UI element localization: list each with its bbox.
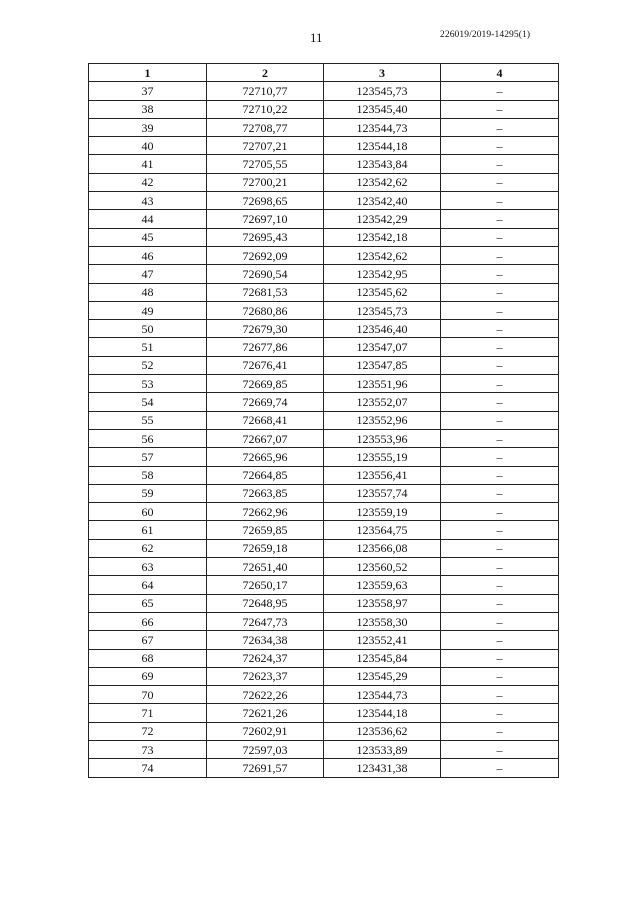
- table-cell: 72650,17: [207, 576, 324, 594]
- table-cell: 123545,84: [324, 649, 441, 667]
- table-cell: 123543,84: [324, 155, 441, 173]
- table-cell: –: [441, 631, 559, 649]
- table-cell: 123544,73: [324, 118, 441, 136]
- table-row: [89, 192, 559, 210]
- table-cell: 72663,85: [207, 484, 324, 502]
- table-cell: 57: [89, 448, 207, 466]
- table-row: [89, 265, 559, 283]
- table-cell: 42: [89, 173, 207, 191]
- table-row: [89, 722, 559, 740]
- table-cell: 72597,03: [207, 740, 324, 758]
- table-cell: –: [441, 210, 559, 228]
- table-row: [89, 375, 559, 393]
- table-cell: 72669,74: [207, 393, 324, 411]
- table-cell: 72668,41: [207, 411, 324, 429]
- table-cell: –: [441, 667, 559, 685]
- table-cell: 123533,89: [324, 740, 441, 758]
- table-cell: 123557,74: [324, 484, 441, 502]
- table-cell: 72692,09: [207, 246, 324, 264]
- table-cell: 48: [89, 283, 207, 301]
- table-cell: 72664,85: [207, 466, 324, 484]
- table-cell: –: [441, 539, 559, 557]
- table-row: [89, 246, 559, 264]
- table-cell: 123542,18: [324, 228, 441, 246]
- table-row: [89, 521, 559, 539]
- table-cell: 123547,07: [324, 338, 441, 356]
- table-cell: 72667,07: [207, 429, 324, 447]
- table-cell: 44: [89, 210, 207, 228]
- table-cell: 72680,86: [207, 301, 324, 319]
- table-cell: 60: [89, 503, 207, 521]
- table-cell: 123553,96: [324, 429, 441, 447]
- table-cell: 123544,18: [324, 137, 441, 155]
- table-cell: 55: [89, 411, 207, 429]
- table-cell: 72622,26: [207, 686, 324, 704]
- table-cell: 123545,40: [324, 100, 441, 118]
- document-code: 226019/2019-14295(1): [440, 30, 531, 40]
- table-cell: –: [441, 173, 559, 191]
- table-cell: 123546,40: [324, 320, 441, 338]
- table-cell: 72651,40: [207, 558, 324, 576]
- table-cell: 43: [89, 192, 207, 210]
- table-cell: 56: [89, 429, 207, 447]
- table-cell: 123542,29: [324, 210, 441, 228]
- table-row: [89, 503, 559, 521]
- table-cell: 123542,40: [324, 192, 441, 210]
- table-cell: –: [441, 283, 559, 301]
- table-cell: 72602,91: [207, 722, 324, 740]
- table-row: [89, 539, 559, 557]
- table-cell: 68: [89, 649, 207, 667]
- table-cell: 123566,08: [324, 539, 441, 557]
- coordinates-table: [88, 63, 559, 778]
- table-row: [89, 649, 559, 667]
- table-cell: 72: [89, 722, 207, 740]
- table-cell: 40: [89, 137, 207, 155]
- table-row: [89, 631, 559, 649]
- table-row: [89, 155, 559, 173]
- table-cell: 71: [89, 704, 207, 722]
- table-cell: 72665,96: [207, 448, 324, 466]
- table-cell: –: [441, 594, 559, 612]
- table-cell: 72624,37: [207, 649, 324, 667]
- table-cell: 72669,85: [207, 375, 324, 393]
- table-row: [89, 356, 559, 374]
- table-cell: 123431,38: [324, 759, 441, 777]
- table-cell: 123545,62: [324, 283, 441, 301]
- column-header: 3: [324, 64, 441, 82]
- table-cell: 72681,53: [207, 283, 324, 301]
- table-cell: –: [441, 320, 559, 338]
- table-cell: 123542,62: [324, 246, 441, 264]
- table-cell: 72621,26: [207, 704, 324, 722]
- table-cell: 61: [89, 521, 207, 539]
- table-row: [89, 429, 559, 447]
- table-cell: –: [441, 155, 559, 173]
- table-cell: 41: [89, 155, 207, 173]
- table-cell: –: [441, 375, 559, 393]
- table-row: [89, 466, 559, 484]
- table-row: [89, 704, 559, 722]
- table-row: [89, 576, 559, 594]
- table-cell: 51: [89, 338, 207, 356]
- table-cell: 59: [89, 484, 207, 502]
- table-header-row: [89, 64, 559, 82]
- table-cell: 72659,85: [207, 521, 324, 539]
- table-cell: 72705,55: [207, 155, 324, 173]
- table-row: [89, 118, 559, 136]
- table-row: [89, 228, 559, 246]
- table-cell: –: [441, 246, 559, 264]
- column-header: 1: [89, 64, 207, 82]
- table-cell: 72659,18: [207, 539, 324, 557]
- table-cell: 123558,97: [324, 594, 441, 612]
- table-cell: 72648,95: [207, 594, 324, 612]
- table-cell: 72676,41: [207, 356, 324, 374]
- table-cell: 72707,21: [207, 137, 324, 155]
- table-cell: 47: [89, 265, 207, 283]
- table-cell: 123552,41: [324, 631, 441, 649]
- table-cell: 123544,18: [324, 704, 441, 722]
- table-cell: 123542,95: [324, 265, 441, 283]
- table-cell: 62: [89, 539, 207, 557]
- table-cell: 123542,62: [324, 173, 441, 191]
- table-cell: 69: [89, 667, 207, 685]
- table-cell: 54: [89, 393, 207, 411]
- table-cell: 72700,21: [207, 173, 324, 191]
- table-row: [89, 283, 559, 301]
- column-header: 2: [207, 64, 324, 82]
- table-cell: 72710,77: [207, 82, 324, 100]
- table-cell: –: [441, 411, 559, 429]
- table-cell: 72634,38: [207, 631, 324, 649]
- table-cell: 123545,29: [324, 667, 441, 685]
- table-cell: 72677,86: [207, 338, 324, 356]
- table-cell: –: [441, 722, 559, 740]
- page-number: 11: [310, 30, 323, 45]
- table-cell: 38: [89, 100, 207, 118]
- table-cell: –: [441, 228, 559, 246]
- table-cell: –: [441, 576, 559, 594]
- table-cell: 52: [89, 356, 207, 374]
- table-cell: 46: [89, 246, 207, 264]
- table-cell: 123545,73: [324, 82, 441, 100]
- table-row: [89, 137, 559, 155]
- table-row: [89, 558, 559, 576]
- table-cell: –: [441, 338, 559, 356]
- table-cell: –: [441, 301, 559, 319]
- table-row: [89, 686, 559, 704]
- table-row: [89, 210, 559, 228]
- table-cell: 72690,54: [207, 265, 324, 283]
- table-cell: 123552,07: [324, 393, 441, 411]
- table-row: [89, 338, 559, 356]
- table-cell: 72691,57: [207, 759, 324, 777]
- table-cell: 66: [89, 612, 207, 630]
- table-cell: –: [441, 100, 559, 118]
- table-cell: 45: [89, 228, 207, 246]
- table-row: [89, 740, 559, 758]
- table-row: [89, 759, 559, 777]
- table-cell: 72710,22: [207, 100, 324, 118]
- table-cell: –: [441, 265, 559, 283]
- table-cell: 123560,52: [324, 558, 441, 576]
- table-cell: 72623,37: [207, 667, 324, 685]
- table-row: [89, 301, 559, 319]
- table-cell: 65: [89, 594, 207, 612]
- table-cell: 123559,63: [324, 576, 441, 594]
- table-cell: 72697,10: [207, 210, 324, 228]
- table-cell: 72698,65: [207, 192, 324, 210]
- table-cell: 123545,73: [324, 301, 441, 319]
- table-cell: 50: [89, 320, 207, 338]
- table-cell: 123559,19: [324, 503, 441, 521]
- table-cell: 67: [89, 631, 207, 649]
- table-cell: –: [441, 82, 559, 100]
- table-cell: 123551,96: [324, 375, 441, 393]
- table-cell: –: [441, 192, 559, 210]
- table-cell: 37: [89, 82, 207, 100]
- table-cell: 123556,41: [324, 466, 441, 484]
- table-cell: 58: [89, 466, 207, 484]
- table-cell: 72695,43: [207, 228, 324, 246]
- table-cell: 53: [89, 375, 207, 393]
- table-cell: 123555,19: [324, 448, 441, 466]
- table-cell: –: [441, 759, 559, 777]
- table-row: [89, 484, 559, 502]
- table-cell: –: [441, 484, 559, 502]
- table-cell: –: [441, 466, 559, 484]
- table-cell: 64: [89, 576, 207, 594]
- table-cell: –: [441, 118, 559, 136]
- table-cell: 123544,73: [324, 686, 441, 704]
- table-row: [89, 173, 559, 191]
- table-cell: 72662,96: [207, 503, 324, 521]
- table-cell: 70: [89, 686, 207, 704]
- table-row: [89, 82, 559, 100]
- table-cell: 123547,85: [324, 356, 441, 374]
- table-cell: 123558,30: [324, 612, 441, 630]
- table-cell: 49: [89, 301, 207, 319]
- table-cell: –: [441, 448, 559, 466]
- table-cell: –: [441, 429, 559, 447]
- table-cell: –: [441, 137, 559, 155]
- table-row: [89, 667, 559, 685]
- table-cell: 63: [89, 558, 207, 576]
- table-cell: –: [441, 686, 559, 704]
- table-cell: 123564,75: [324, 521, 441, 539]
- table-cell: 74: [89, 759, 207, 777]
- table-row: [89, 594, 559, 612]
- table-cell: –: [441, 612, 559, 630]
- table-row: [89, 411, 559, 429]
- table-row: [89, 612, 559, 630]
- table-cell: –: [441, 704, 559, 722]
- column-header: 4: [441, 64, 559, 82]
- table-cell: 123552,96: [324, 411, 441, 429]
- table-cell: –: [441, 393, 559, 411]
- table-row: [89, 448, 559, 466]
- table-cell: –: [441, 649, 559, 667]
- table-cell: –: [441, 558, 559, 576]
- table-cell: 72708,77: [207, 118, 324, 136]
- table-row: [89, 100, 559, 118]
- table-cell: –: [441, 356, 559, 374]
- table-cell: –: [441, 740, 559, 758]
- table-row: [89, 393, 559, 411]
- table-cell: 39: [89, 118, 207, 136]
- table-cell: 72647,73: [207, 612, 324, 630]
- table-row: [89, 320, 559, 338]
- table-body: [89, 82, 559, 777]
- table-cell: –: [441, 521, 559, 539]
- table-cell: 72679,30: [207, 320, 324, 338]
- table-cell: 73: [89, 740, 207, 758]
- table-cell: 123536,62: [324, 722, 441, 740]
- table-cell: –: [441, 503, 559, 521]
